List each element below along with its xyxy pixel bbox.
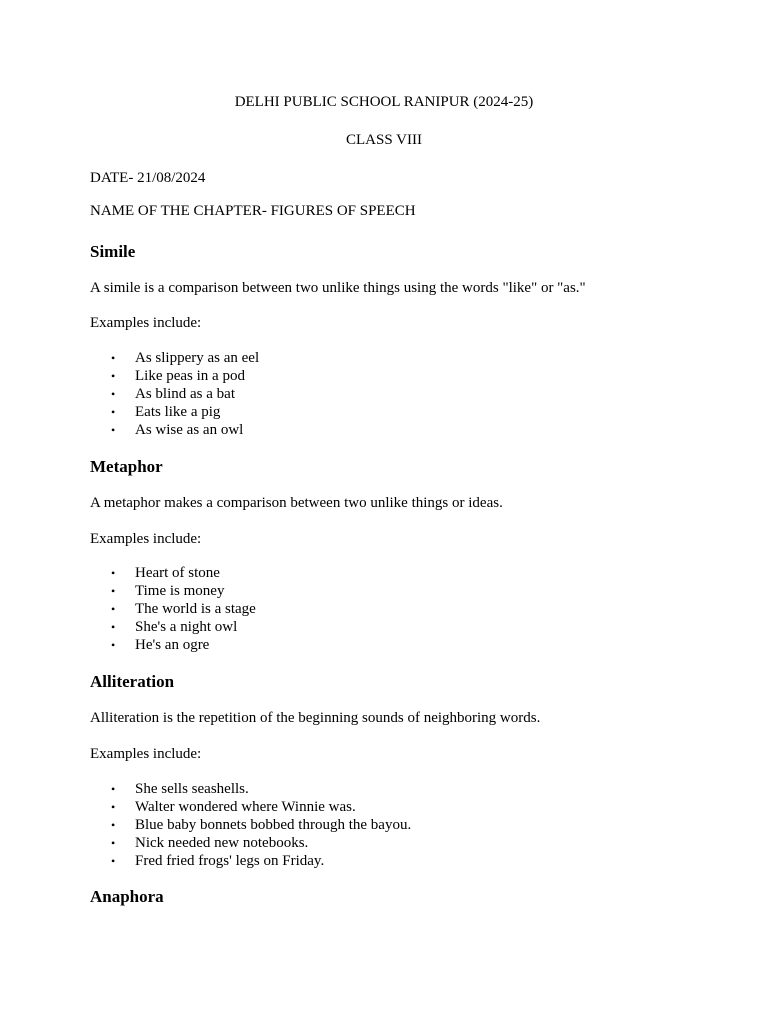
section-heading-metaphor: Metaphor [90, 457, 163, 476]
list-item [111, 349, 680, 367]
list-item-text: As wise as an owl [135, 422, 244, 438]
list-item-text: Fred fried frogs' legs on Friday. [135, 853, 325, 869]
list-item [111, 421, 680, 439]
metaphor-examples-label: Examples include: [90, 531, 202, 547]
alliteration-definition: Alliteration is the repetition of the beginning sounds of neighboring words. [90, 710, 541, 726]
list-item-text: As blind as a bat [135, 386, 235, 402]
bullet-icon: • [111, 854, 116, 868]
list-item [111, 798, 680, 816]
bullet-icon: • [111, 584, 116, 598]
list-item-text: Nick needed new notebooks. [135, 835, 309, 851]
list-item [111, 816, 680, 834]
section-heading-simile: Simile [90, 242, 136, 261]
bullet-icon: • [111, 566, 116, 580]
bullet-icon: • [111, 818, 116, 832]
alliteration-examples-list [90, 780, 680, 870]
bullet-icon: • [111, 638, 116, 652]
list-item [111, 582, 680, 600]
bullet-icon: • [111, 369, 116, 383]
list-item [111, 780, 680, 798]
list-item-text: Eats like a pig [135, 404, 221, 420]
bullet-icon: • [111, 782, 116, 796]
alliteration-examples-label: Examples include: [90, 746, 202, 762]
list-item-text: Heart of stone [135, 565, 220, 581]
date-line: DATE- 21/08/2024 [90, 170, 206, 186]
list-item-text: She's a night owl [135, 619, 238, 635]
list-item [111, 618, 680, 636]
chapter-title: NAME OF THE CHAPTER- FIGURES OF SPEECH [90, 203, 416, 219]
simile-definition: A simile is a comparison between two unlike things using the words "like" or "as." [90, 280, 586, 296]
bullet-icon: • [111, 405, 116, 419]
class-title: CLASS VIII [346, 132, 422, 148]
bullet-icon: • [111, 351, 116, 365]
list-item [111, 636, 680, 654]
bullet-icon: • [111, 620, 116, 634]
section-heading-alliteration: Alliteration [90, 672, 175, 691]
list-item [111, 367, 680, 385]
simile-examples-list [90, 349, 680, 439]
list-item-text: As slippery as an eel [135, 350, 260, 366]
metaphor-examples-list [90, 564, 680, 654]
bullet-icon: • [111, 387, 116, 401]
list-item-text: Blue baby bonnets bobbed through the bayou. [135, 817, 412, 833]
section-heading-anaphora: Anaphora [90, 887, 164, 906]
list-item-text: Like peas in a pod [135, 368, 245, 384]
school-title: DELHI PUBLIC SCHOOL RANIPUR (2024-25) [234, 94, 534, 110]
list-item-text: Walter wondered where Winnie was. [135, 799, 356, 815]
metaphor-definition: A metaphor makes a comparison between two unlike things or ideas. [90, 495, 503, 511]
list-item-text: She sells seashells. [135, 781, 249, 797]
bullet-icon: • [111, 602, 116, 616]
list-item-text: The world is a stage [135, 601, 256, 617]
list-item [111, 385, 680, 403]
list-item [111, 564, 680, 582]
simile-examples-label: Examples include: [90, 315, 202, 331]
document-page [90, 93, 680, 907]
list-item [111, 852, 680, 870]
list-item-text: He's an ogre [135, 637, 210, 653]
list-item [111, 403, 680, 421]
list-item [111, 600, 680, 618]
list-item-text: Time is money [135, 583, 225, 599]
list-item [111, 834, 680, 852]
bullet-icon: • [111, 423, 116, 437]
bullet-icon: • [111, 800, 116, 814]
bullet-icon: • [111, 836, 116, 850]
